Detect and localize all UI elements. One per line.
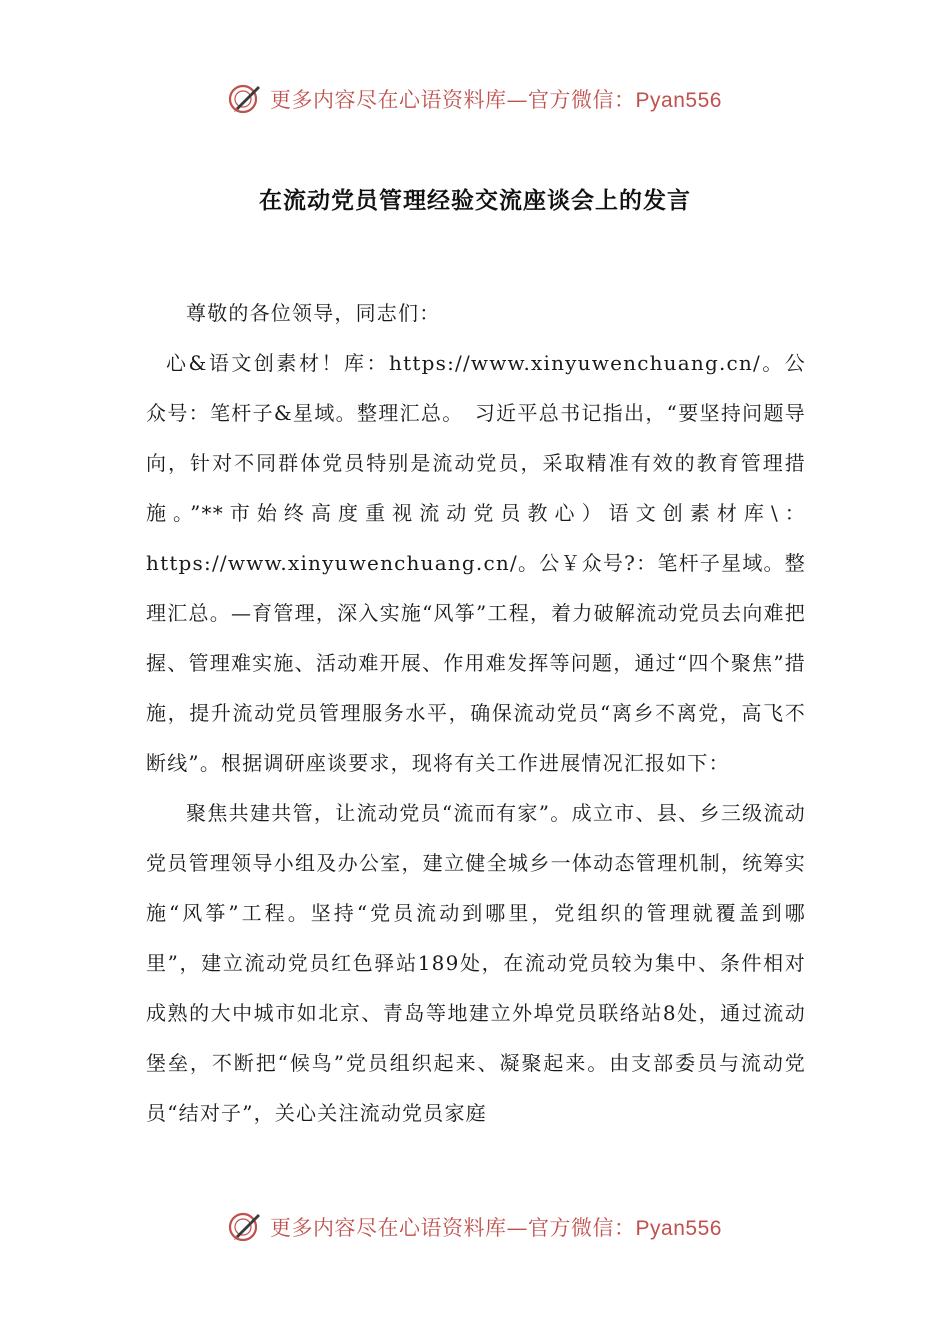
- document-body: [146, 288, 806, 1138]
- salutation-paragraph: 尊敬的各位领导，同志们：: [186, 301, 441, 325]
- banner-text: [270, 84, 722, 114]
- footer-banner: [0, 1210, 950, 1244]
- banner-wechat-text: 官方微信：Pyan556: [528, 89, 722, 112]
- banner-dash: —: [506, 88, 529, 112]
- body-paragraph: 心&语文创素材！库：https://www.xinyuwenchuang.cn/。公众号：笔杆子&星域。整理汇总。 习近平总书记指出，“要坚持问题导向，针对不同群体党员特别是流动党员，采取精准有效的教育管理措施。”**市始终高度重视流动党员教心）语文创素材库\：https://www.xinyuwenchuang.cn/。公￥众号?：笔杆子星域。整理汇总。—育管理，深入实施“风筝”工程，着力破解流动党员去向难把握、管理难实施、活动难开展、作用难发挥等问题，通过“四个聚焦”措施，提升流动党员管理服务水平，确保流动党员“离乡不离党，高飞不断线”。根据调研座谈要求，现将有关工作进展情况汇报如下：: [146, 351, 806, 775]
- banner-wechat-text: 官方微信：Pyan556: [528, 1217, 722, 1240]
- pen-logo-icon: [228, 82, 262, 116]
- body-paragraph: 聚焦共建共管，让流动党员“流而有家”。成立市、县、乡三级流动党员管理领导小组及办公室，建立健全城乡一体动态管理机制，统筹实施“风筝”工程。坚持“党员流动到哪里，党组织的管理就覆盖到哪里”，建立流动党员红色驿站189处，在流动党员较为集中、条件相对成熟的大中城市如北京、青岛等地建立外埠党员联络站8处，通过流动堡垒，不断把“候鸟”党员组织起来、凝聚起来。由支部委员与流动党员“结对子”，关心关注流动党员家庭: [146, 801, 806, 1125]
- banner-library-text: 更多内容尽在心语资料库: [270, 88, 507, 112]
- banner-text: [270, 1212, 722, 1242]
- page-title: 在流动党员管理经验交流座谈会上的发言: [259, 187, 691, 214]
- banner-dash: —: [506, 1216, 529, 1240]
- header-banner: [0, 82, 950, 116]
- banner-library-text: 更多内容尽在心语资料库: [270, 1216, 507, 1240]
- pen-logo-icon: [228, 1210, 262, 1244]
